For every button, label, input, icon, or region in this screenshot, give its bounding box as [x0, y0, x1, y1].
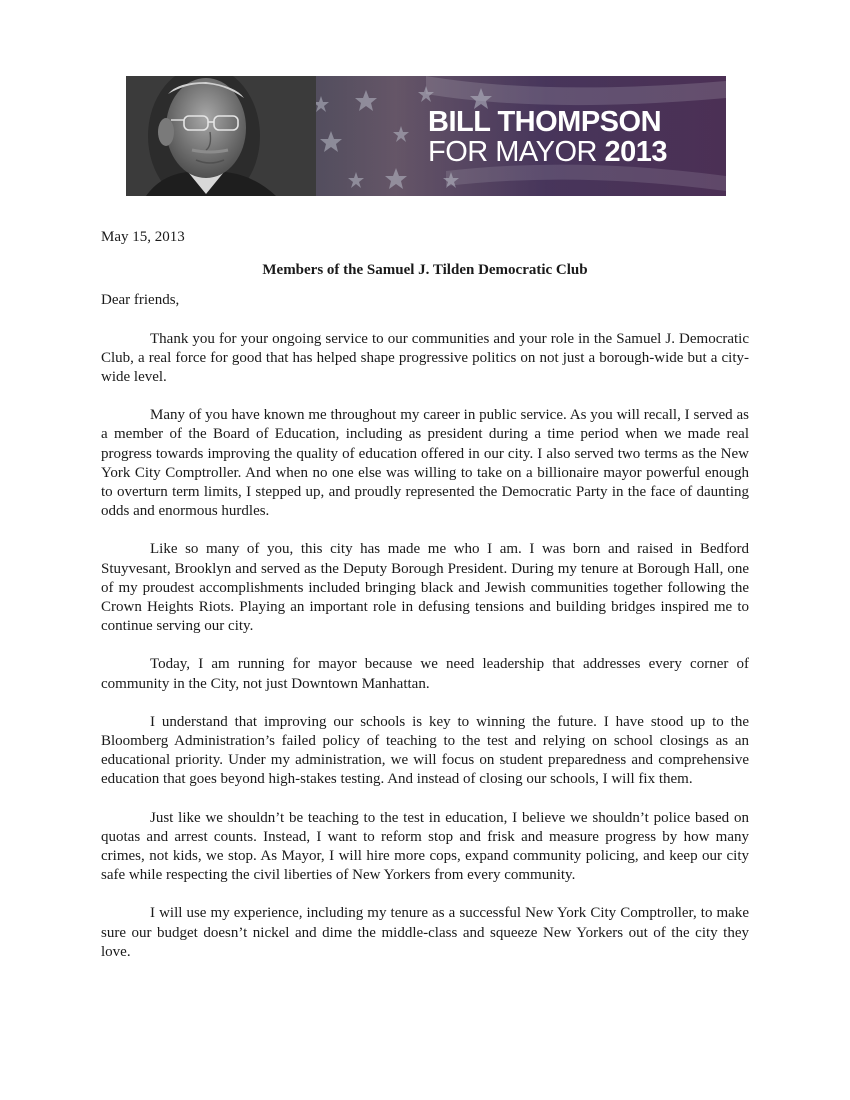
paragraph: Just like we shouldn’t be teaching to the test in education, I believe we shouldn’t police based on quotas and arrest counts. Instead, I want to reform stop and frisk and measure progress by how many crimes, not kids, we stop. As Mayor, I will hire more cops, expand community policing, and keep our city safe while respecting the civil liberties of New Yorkers from every community. [101, 809, 749, 884]
paragraph: I will use my experience, including my tenure as a successful New York City Comptroller, to make sure our budget doesn’t nickel and dime the middle-class and squeeze New Yorkers out of the city they love. [101, 905, 749, 960]
letter-salutation: Dear friends, [101, 292, 180, 309]
letter-date: May 15, 2013 [101, 229, 185, 245]
paragraph: I understand that improving our schools is key to winning the future. I have stood up to the Bloomberg Administration’s failed policy of teaching to the test and relying on school closings as an educational priority. Under my administration, we will focus on student preparedness and comprehensive education that goes beyond high-stakes testing. And instead of closing our schools, I will fix them. [101, 713, 749, 788]
banner-for-mayor: FOR MAYOR [428, 136, 605, 168]
portrait-photo [126, 76, 316, 196]
paragraph: Thank you for your ongoing service to our communities and your role in the Samuel J. Democratic Club, a real force for good that has helped shape progressive politics on not just a borough-wide but a city-wide level. [101, 330, 749, 386]
campaign-banner [126, 76, 726, 196]
paragraph: Many of you have known me throughout my career in public service. As you will recall, I served as a member of the Board of Education, including as president during a time period when we made real progress towards improving the quality of education offered in our city. I also served two terms as the New York City Comptroller. And when no one else was willing to take on a billionaire mayor powerful enough to overturn term limits, I stepped up, and proudly represented the Democratic Party in the face of daunting odds and enormous hurdles. [101, 407, 749, 520]
letter-body [101, 228, 749, 962]
banner-subtitle [428, 138, 667, 167]
banner-year: 2013 [604, 136, 668, 168]
banner-title [428, 108, 667, 167]
paragraph: Like so many of you, this city has made me who I am. I was born and raised in Bedford Stuyvesant, Brooklyn and served as the Deputy Borough President. During my tenure at Borough Hall, one of my proudest accomplishments included bringing black and Jewish communities together following the Crown Heights Riots. Playing an important role in defusing tensions and building bridges inspired me to continue serving our city. [101, 541, 749, 635]
banner-name: BILL THOMPSON [428, 106, 662, 138]
letter-addressee: Members of the Samuel J. Tilden Democratic Club [262, 262, 588, 279]
paragraph: Today, I am running for mayor because we need leadership that addresses every corner of community in the City, not just Downtown Manhattan. [101, 656, 749, 692]
